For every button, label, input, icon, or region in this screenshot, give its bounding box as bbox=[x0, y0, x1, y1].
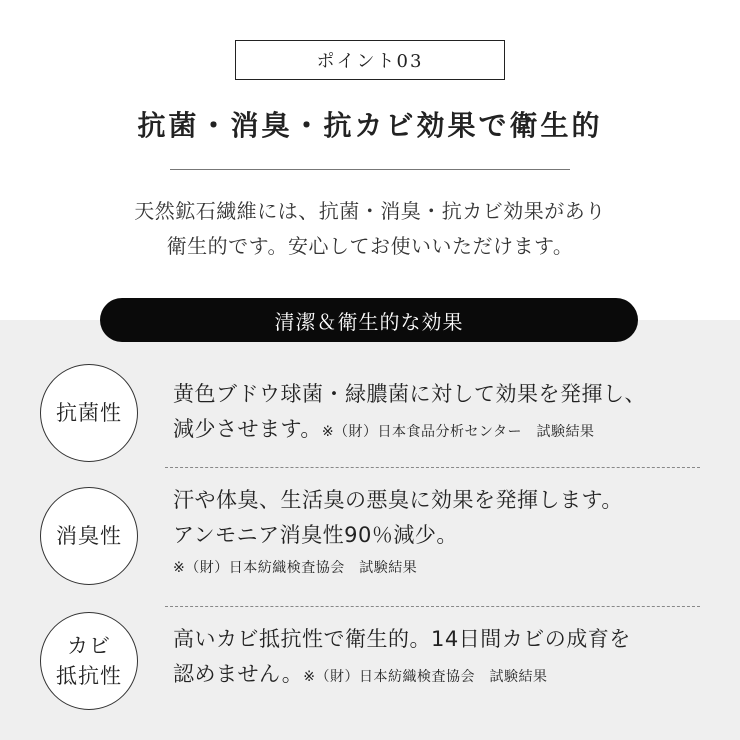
dashed-divider bbox=[165, 606, 700, 607]
feature-note: ※（財）日本食品分析センター 試験結果 bbox=[321, 424, 595, 440]
feature-line: 黄色ブドウ球菌・緑膿菌に対して効果を発揮し、 bbox=[173, 382, 646, 406]
feature-badge-antifungal bbox=[40, 612, 138, 710]
feature-line-with-note bbox=[173, 412, 733, 450]
section-heading: 清潔＆衛生的な効果 bbox=[274, 309, 464, 334]
feature-badge-label: 抵抗性 bbox=[56, 664, 122, 688]
feature-badge-deodorant bbox=[40, 487, 138, 585]
feature-line-with-note bbox=[173, 657, 733, 695]
point-label-box bbox=[235, 40, 505, 80]
feature-badge-label: 消臭性 bbox=[56, 524, 122, 548]
feature-line: 減少させます。 bbox=[173, 417, 322, 441]
section-heading-pill bbox=[100, 298, 638, 342]
intro-text bbox=[0, 194, 740, 264]
title-divider bbox=[170, 169, 570, 170]
point-label: ポイント03 bbox=[316, 51, 424, 72]
feature-badge-antibacterial bbox=[40, 364, 138, 462]
page-title: 抗菌・消臭・抗カビ効果で衛生的 bbox=[137, 109, 603, 142]
feature-line: 高いカビ抵抗性で衛生的。14日間カビの成育を bbox=[173, 627, 631, 651]
intro-line-2: 衛生的です。安心してお使いいただけます。 bbox=[166, 234, 574, 258]
feature-description-deodorant bbox=[173, 483, 733, 577]
feature-note: ※（財）日本紡織検査協会 試験結果 bbox=[173, 560, 418, 576]
feature-description-antibacterial bbox=[173, 377, 733, 450]
feature-note: ※（財）日本紡織検査協会 試験結果 bbox=[303, 669, 548, 685]
feature-line: アンモニア消臭性90％減少。 bbox=[173, 523, 458, 547]
intro-line-1: 天然鉱石繊維には、抗菌・消臭・抗カビ効果があり bbox=[134, 199, 606, 223]
feature-line: 汗や体臭、生活臭の悪臭に効果を発揮します。 bbox=[173, 488, 623, 512]
feature-description-antifungal bbox=[173, 622, 733, 695]
dashed-divider bbox=[165, 467, 700, 468]
feature-badge-label: カビ bbox=[67, 634, 111, 658]
feature-badge-label: 抗菌性 bbox=[56, 401, 122, 425]
feature-line: 認めません。 bbox=[173, 662, 304, 686]
